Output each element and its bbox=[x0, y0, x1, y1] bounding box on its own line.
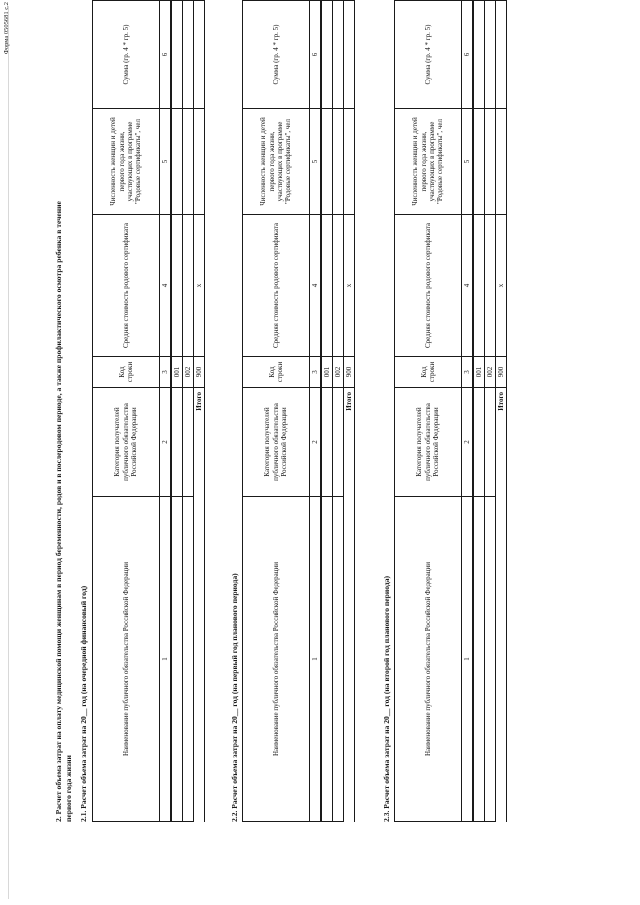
table-cell bbox=[485, 0, 495, 109]
table-row bbox=[484, 0, 495, 822]
column-header: Средняя стоимость родового сертификата bbox=[395, 215, 461, 357]
row-code: 900 bbox=[344, 357, 354, 388]
table-cell bbox=[183, 497, 193, 822]
column-header: Категория получателей публичного обязательства Российской Федерации bbox=[243, 388, 309, 497]
table-cell: x bbox=[496, 215, 506, 357]
table-cell bbox=[344, 109, 354, 215]
calc-table bbox=[92, 0, 205, 822]
column-number: 4 bbox=[160, 215, 170, 357]
column-number-row bbox=[159, 0, 170, 822]
total-row bbox=[193, 0, 205, 822]
column-header: Средняя стоимость родового сертификата bbox=[243, 215, 309, 357]
column-header: Код строки bbox=[243, 357, 309, 388]
row-code: 002 bbox=[183, 357, 193, 388]
table-header-row bbox=[242, 0, 309, 822]
table-cell bbox=[496, 497, 506, 822]
column-number: 2 bbox=[310, 388, 320, 497]
table-cell bbox=[496, 0, 506, 109]
table-cell bbox=[194, 497, 204, 822]
table-cell bbox=[333, 497, 343, 822]
table-header-row bbox=[92, 0, 159, 822]
total-label: Итого bbox=[344, 392, 353, 411]
column-number: 2 bbox=[160, 388, 170, 497]
table-row bbox=[472, 0, 484, 822]
table-cell bbox=[474, 388, 484, 497]
section-title: 2.3. Расчет объема затрат на 20__ год (на второй год планового периода) bbox=[382, 575, 391, 822]
column-number-row bbox=[309, 0, 320, 822]
table-cell bbox=[322, 215, 332, 357]
table-cell bbox=[194, 109, 204, 215]
column-header: Численность женщин и детей первого года жизни, участвующих в программе "Родовые сертификаты", чел bbox=[93, 109, 159, 215]
table-cell bbox=[183, 0, 193, 109]
column-header: Категория получателей публичного обязательства Российской Федерации bbox=[395, 388, 461, 497]
column-header: Наименование публичного обязательства Российской Федерации bbox=[93, 497, 159, 822]
table-cell bbox=[183, 388, 193, 497]
column-header: Сумма (гр. 4 * гр. 5) bbox=[243, 0, 309, 109]
table-cell bbox=[474, 0, 484, 109]
table-cell bbox=[322, 497, 332, 822]
table-cell bbox=[485, 388, 495, 497]
column-number: 2 bbox=[462, 388, 472, 497]
column-number: 3 bbox=[310, 357, 320, 388]
column-number: 1 bbox=[310, 497, 320, 822]
table-cell bbox=[322, 109, 332, 215]
column-header: Наименование публичного обязательства Российской Федерации bbox=[395, 497, 461, 822]
table-cell bbox=[322, 388, 332, 497]
table-cell bbox=[333, 109, 343, 215]
column-number: 6 bbox=[462, 0, 472, 109]
row-code: 900 bbox=[194, 357, 204, 388]
table-cell: x bbox=[344, 215, 354, 357]
row-code: 002 bbox=[333, 357, 343, 388]
column-number: 6 bbox=[310, 0, 320, 109]
table-cell bbox=[172, 0, 182, 109]
column-number: 3 bbox=[462, 357, 472, 388]
table-cell bbox=[485, 215, 495, 357]
section-title: 2.1. Расчет объема затрат на 20__ год (на очередной финансовый год) bbox=[79, 585, 88, 822]
table-row bbox=[170, 0, 182, 822]
total-label: Итого bbox=[194, 392, 203, 411]
column-number: 4 bbox=[462, 215, 472, 357]
table-cell bbox=[333, 0, 343, 109]
table-header-row bbox=[394, 0, 461, 822]
main-title-line1: 2. Расчет объема затрат на оплату медицинской помощи женщинам в период беременности, родов и в послеродовом периоде, а также профилактического осмотра ребенка в течение bbox=[54, 201, 63, 822]
table-row bbox=[182, 0, 193, 822]
column-number-row bbox=[461, 0, 472, 822]
row-code: 002 bbox=[485, 357, 495, 388]
total-row bbox=[343, 0, 355, 822]
table-cell bbox=[474, 497, 484, 822]
column-header: Наименование публичного обязательства Российской Федерации bbox=[243, 497, 309, 822]
table-cell bbox=[333, 388, 343, 497]
column-number: 1 bbox=[462, 497, 472, 822]
column-number: 5 bbox=[160, 109, 170, 215]
table-cell bbox=[172, 388, 182, 497]
table-cell bbox=[474, 215, 484, 357]
table-cell bbox=[496, 109, 506, 215]
table-cell bbox=[333, 215, 343, 357]
table-cell bbox=[485, 497, 495, 822]
table-cell bbox=[172, 497, 182, 822]
calc-table bbox=[242, 0, 355, 822]
main-title-line2: первого года жизни bbox=[64, 755, 73, 822]
column-number: 5 bbox=[310, 109, 320, 215]
table-cell bbox=[344, 497, 354, 822]
column-header: Средняя стоимость родового сертификата bbox=[93, 215, 159, 357]
table-cell bbox=[183, 109, 193, 215]
calc-table bbox=[394, 0, 507, 822]
table-row bbox=[320, 0, 332, 822]
column-header: Код строки bbox=[93, 357, 159, 388]
table-cell bbox=[183, 215, 193, 357]
total-label: Итого bbox=[496, 392, 505, 411]
column-number: 6 bbox=[160, 0, 170, 109]
table-cell bbox=[474, 109, 484, 215]
total-row bbox=[495, 0, 507, 822]
column-header: Сумма (гр. 4 * гр. 5) bbox=[395, 0, 461, 109]
column-number: 4 bbox=[310, 215, 320, 357]
column-header: Код строки bbox=[395, 357, 461, 388]
table-cell bbox=[344, 0, 354, 109]
column-header: Численность женщин и детей первого года жизни, участвующих в программе "Родовые сертификаты", чел bbox=[243, 109, 309, 215]
row-code: 001 bbox=[474, 357, 484, 388]
column-number: 1 bbox=[160, 497, 170, 822]
table-row bbox=[332, 0, 343, 822]
row-code: 001 bbox=[172, 357, 182, 388]
table-cell: x bbox=[194, 215, 204, 357]
column-number: 5 bbox=[462, 109, 472, 215]
column-number: 3 bbox=[160, 357, 170, 388]
row-code: 001 bbox=[322, 357, 332, 388]
table-cell bbox=[485, 109, 495, 215]
column-header: Сумма (гр. 4 * гр. 5) bbox=[93, 0, 159, 109]
section-title: 2.2. Расчет объема затрат на 20__ год (на первый год планового периода) bbox=[230, 573, 239, 822]
table-cell bbox=[172, 109, 182, 215]
column-header: Категория получателей публичного обязательства Российской Федерации bbox=[93, 388, 159, 497]
form-code: Форма 0505681 с.2 bbox=[3, 2, 10, 55]
column-header: Численность женщин и детей первого года жизни, участвующих в программе "Родовые сертификаты", чел bbox=[395, 109, 461, 215]
table-cell bbox=[322, 0, 332, 109]
table-cell bbox=[194, 0, 204, 109]
table-cell bbox=[172, 215, 182, 357]
row-code: 900 bbox=[496, 357, 506, 388]
